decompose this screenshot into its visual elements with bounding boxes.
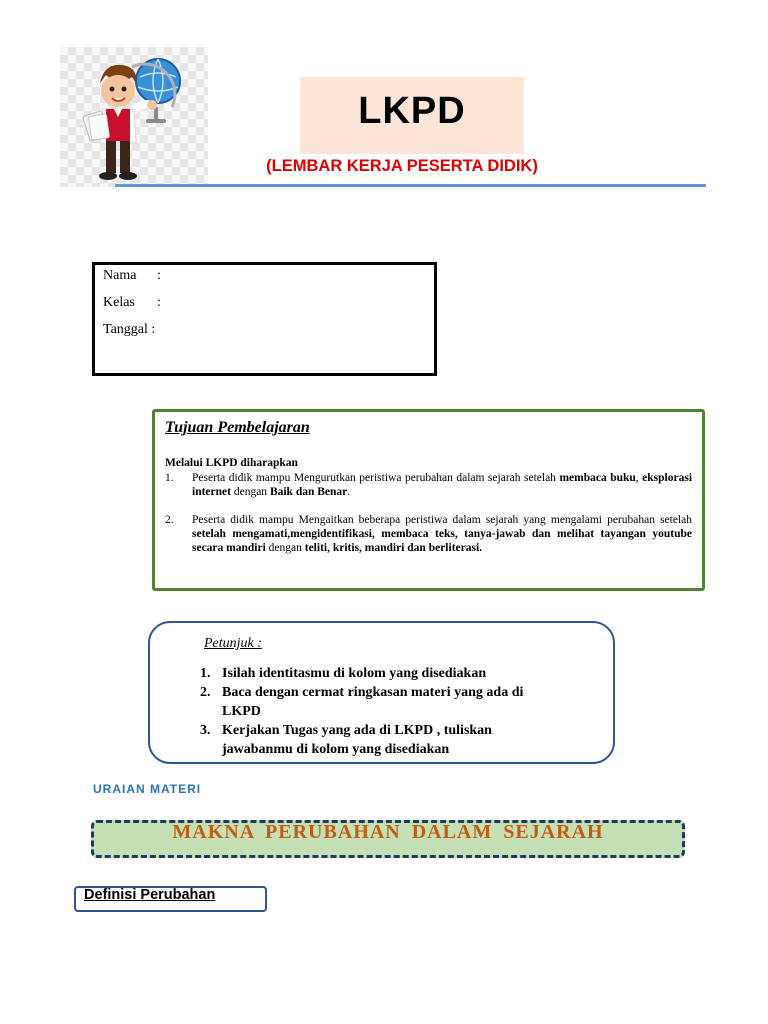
instruction-text: Kerjakan Tugas yang ada di LKPD , tuliskan jawabanmu di kolom yang disediakan <box>222 723 492 757</box>
section-label: URAIAN MATERI <box>93 782 202 796</box>
instruction-number: 2. <box>200 685 211 700</box>
field-colon: : <box>157 268 161 283</box>
objective-number: 2. <box>165 514 174 526</box>
field-label: Tanggal : <box>103 322 156 337</box>
field-colon: : <box>157 295 161 310</box>
instruction-number: 3. <box>200 723 211 738</box>
identity-box <box>92 262 437 376</box>
topic-title: MAKNA PERUBAHAN DALAM SEJARAH <box>172 821 604 843</box>
field-label: Nama <box>103 268 137 283</box>
instruction-number: 1. <box>200 666 211 681</box>
instruction-text: Isilah identitasmu di kolom yang disediakan <box>222 666 487 681</box>
objective-text: Peserta didik mampu Mengurutkan peristiwa perubahan dalam sejarah setelah membaca buku, eksplorasi internet dengan Baik dan Benar. <box>192 472 693 498</box>
objective-number: 1. <box>165 472 174 484</box>
objectives-title: Tujuan Pembelajaran <box>165 419 310 436</box>
instructions-title: Petunjuk : <box>204 636 262 651</box>
page-subtitle: (LEMBAR KERJA PESERTA DIDIK) <box>266 157 538 175</box>
header-divider <box>115 184 706 187</box>
field-label: Kelas <box>103 295 135 310</box>
boy-with-globe-icon <box>60 47 208 187</box>
subsection-title: Definisi Perubahan <box>84 887 216 903</box>
objectives-intro: Melalui LKPD diharapkan <box>165 457 298 469</box>
objective-text: Peserta didik mampu Mengaitkan beberapa peristiwa dalam sejarah yang mengalami perubahan setelah setelah mengamati,mengidentifikasi, membaca teks, tanya-jawab dan melihat tayangan youtube secara mandiri dengan teliti, kritis, mandiri dan berliterasi. <box>192 514 692 554</box>
page-title: LKPD <box>358 90 466 132</box>
instruction-text: Baca dengan cermat ringkasan materi yang ada di LKPD <box>222 685 524 719</box>
